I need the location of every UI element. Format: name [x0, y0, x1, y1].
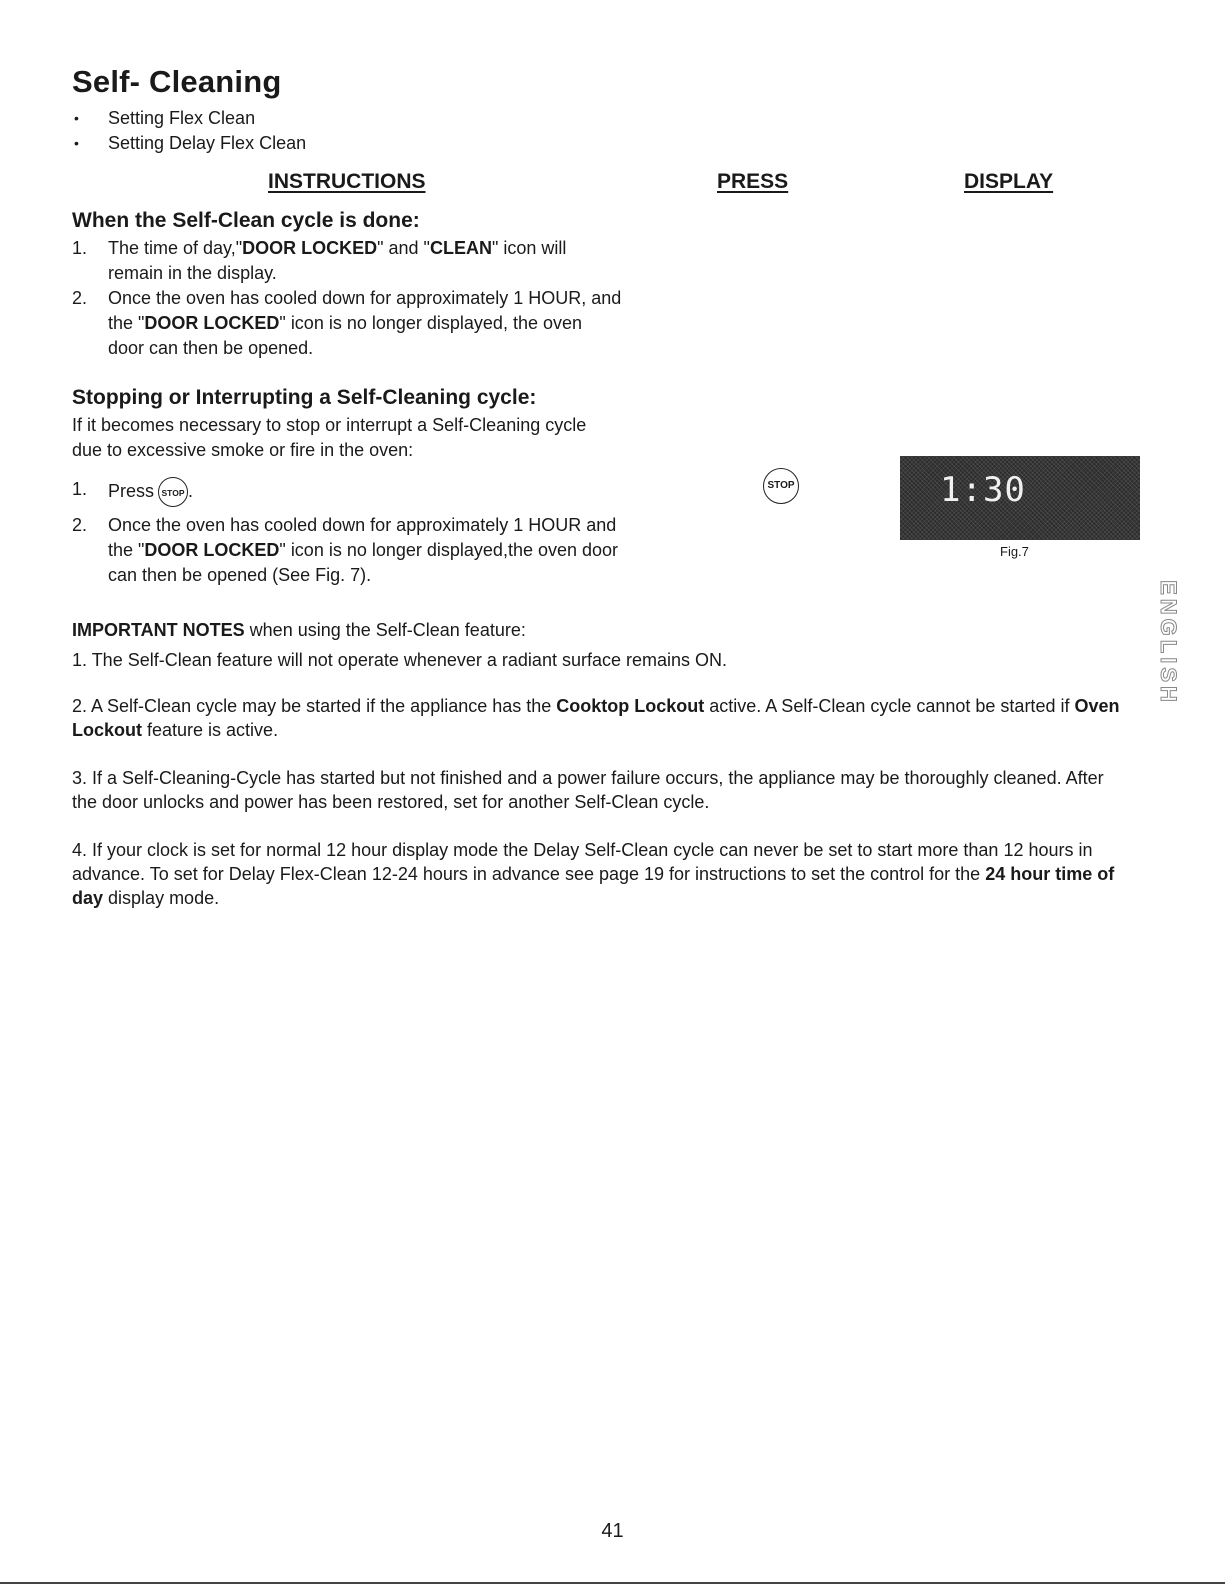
bottom-rule [0, 1582, 1225, 1584]
oven-display-panel [900, 456, 1140, 540]
section-heading: Stopping or Interrupting a Self-Cleaning cycle: [72, 386, 537, 409]
topic-item: • Setting Flex Clean [72, 106, 306, 131]
note-item: 4. If your clock is set for normal 12 hour display mode the Delay Self-Clean cycle can never be set to start more than 12 hours in advance. To set for Delay Flex-Clean 12-24 hours in advance see page 19 for instructions to set the control for the 24 hour time of day display mode. [72, 840, 1115, 908]
note-item: 2. A Self-Clean cycle may be started if the appliance has the Cooktop Lockout active. A Self-Clean cycle cannot be started if Oven Lockout feature is active. [72, 696, 1120, 740]
stop-button[interactable]: STOP [763, 468, 799, 504]
topic-item: • Setting Delay Flex Clean [72, 131, 306, 156]
column-header-display: DISPLAY [964, 170, 1054, 193]
list-item: 1. The time of day,"DOOR LOCKED" and "CLEAN" icon will remain in the display. [72, 238, 567, 283]
display-time: 1:30 [940, 470, 1026, 510]
section-heading: When the Self-Clean cycle is done: [72, 209, 420, 232]
intro-text: due to excessive smoke or fire in the oven: [72, 440, 414, 460]
section-cycle-done [72, 209, 712, 361]
column-header-instructions: INSTRUCTIONS [268, 170, 426, 193]
important-notes-lead: IMPORTANT NOTES when using the Self-Clean feature: [72, 620, 526, 640]
figure-caption: Fig.7 [1000, 544, 1029, 559]
intro-text: If it becomes necessary to stop or interrupt a Self-Cleaning cycle [72, 415, 587, 435]
topic-list [72, 106, 306, 156]
note-item: 3. If a Self-Cleaning-Cycle has started but not finished and a power failure occurs, the appliance may be thoroughly cleaned. After the door unlocks and power has been restored, set for another Self-Clean cycle. [72, 768, 1104, 812]
language-tab: ENGLISH [1156, 580, 1181, 706]
page-number: 41 [601, 1520, 624, 1542]
section-stop-cycle [72, 386, 712, 588]
page-title: Self- Cleaning [72, 64, 282, 99]
list-item: 2. Once the oven has cooled down for approximately 1 HOUR and the "DOOR LOCKED" icon is no longer displayed,the oven door can then be opened (See Fig. 7). [72, 515, 619, 585]
note-item: 1. The Self-Clean feature will not operate whenever a radiant surface remains ON. [72, 650, 728, 670]
list-item: 2. Once the oven has cooled down for approximately 1 HOUR, and the "DOOR LOCKED" icon is no longer displayed, the oven door can then be opened. [72, 288, 622, 358]
stop-button-icon: STOP [158, 477, 188, 507]
column-header-press: PRESS [717, 170, 789, 193]
list-item: 1. Press STOP . [72, 477, 712, 507]
